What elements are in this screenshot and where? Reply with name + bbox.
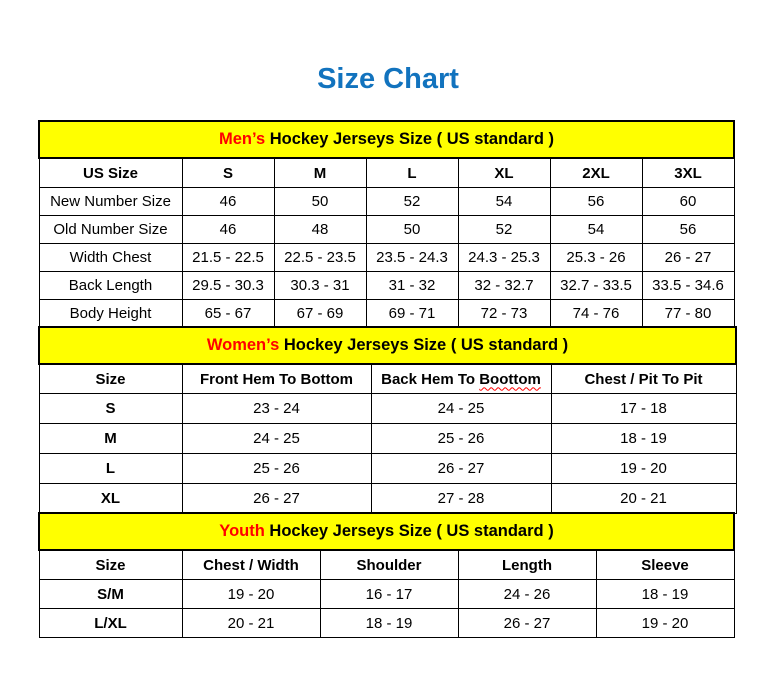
table-cell: 26 - 27	[371, 454, 551, 484]
table-cell: 65 - 67	[182, 300, 274, 328]
row-label: S/M	[39, 580, 182, 609]
row-label: XL	[39, 484, 182, 514]
womens-banner-row	[39, 327, 736, 364]
row-label: Body Height	[39, 300, 182, 328]
table-cell: 54	[458, 188, 550, 216]
table-cell: 56	[550, 188, 642, 216]
table-row-new-number-size	[39, 188, 734, 216]
mens-size-table	[38, 120, 735, 328]
column-header-2xl: 2XL	[550, 158, 642, 188]
table-cell: 17 - 18	[551, 394, 736, 424]
column-header-xl: XL	[458, 158, 550, 188]
row-label: Width Chest	[39, 244, 182, 272]
table-row-womens-m	[39, 424, 736, 454]
back-hem-label-prefix: Back Hem To	[381, 370, 480, 388]
table-cell: 54	[550, 216, 642, 244]
column-header-back-hem	[371, 364, 551, 394]
row-label: New Number Size	[39, 188, 182, 216]
table-cell: 67 - 69	[274, 300, 366, 328]
table-cell: 18 - 19	[596, 580, 734, 609]
column-header-sleeve: Sleeve	[596, 550, 734, 580]
table-cell: 32 - 32.7	[458, 272, 550, 300]
mens-banner-text: Hockey Jerseys Size ( US standard )	[265, 130, 555, 148]
womens-banner-text: Hockey Jerseys Size ( US standard )	[279, 336, 569, 354]
mens-banner	[39, 121, 734, 158]
table-cell: 60	[642, 188, 734, 216]
table-cell: 20 - 21	[182, 609, 320, 638]
table-cell: 20 - 21	[551, 484, 736, 514]
table-cell: 23 - 24	[182, 394, 371, 424]
youth-header-row	[39, 550, 734, 580]
column-header-3xl: 3XL	[642, 158, 734, 188]
column-header-s: S	[182, 158, 274, 188]
womens-size-table	[38, 326, 737, 514]
column-header-l: L	[366, 158, 458, 188]
column-header-chest-pit: Chest / Pit To Pit	[551, 364, 736, 394]
column-header-m: M	[274, 158, 366, 188]
table-cell: 46	[182, 216, 274, 244]
row-label: L/XL	[39, 609, 182, 638]
table-cell: 19 - 20	[182, 580, 320, 609]
womens-banner-accent: Women’s	[206, 336, 280, 354]
table-row-youth-sm	[39, 580, 734, 609]
column-header-size: Size	[39, 550, 182, 580]
table-cell: 26 - 27	[458, 609, 596, 638]
table-cell: 31 - 32	[366, 272, 458, 300]
womens-header-row	[39, 364, 736, 394]
youth-size-table	[38, 512, 735, 638]
table-cell: 74 - 76	[550, 300, 642, 328]
youth-banner-text: Hockey Jerseys Size ( US standard )	[264, 522, 554, 540]
table-cell: 18 - 19	[551, 424, 736, 454]
table-cell: 77 - 80	[642, 300, 734, 328]
table-cell: 29.5 - 30.3	[182, 272, 274, 300]
table-cell: 26 - 27	[642, 244, 734, 272]
table-row-womens-s	[39, 394, 736, 424]
table-cell: 24 - 26	[458, 580, 596, 609]
table-cell: 27 - 28	[371, 484, 551, 514]
table-cell: 24.3 - 25.3	[458, 244, 550, 272]
table-row-width-chest	[39, 244, 734, 272]
table-cell: 25 - 26	[182, 454, 371, 484]
table-cell: 25 - 26	[371, 424, 551, 454]
youth-banner	[39, 513, 734, 550]
table-cell: 24 - 25	[182, 424, 371, 454]
table-row-womens-xl	[39, 484, 736, 514]
table-cell: 69 - 71	[366, 300, 458, 328]
table-cell: 50	[274, 188, 366, 216]
table-cell: 52	[458, 216, 550, 244]
column-header-chest-width: Chest / Width	[182, 550, 320, 580]
table-cell: 46	[182, 188, 274, 216]
table-cell: 18 - 19	[320, 609, 458, 638]
table-cell: 72 - 73	[458, 300, 550, 328]
youth-banner-row	[39, 513, 734, 550]
table-cell: 26 - 27	[182, 484, 371, 514]
table-row-old-number-size	[39, 216, 734, 244]
table-row-womens-l	[39, 454, 736, 484]
column-header-front-hem: Front Hem To Bottom	[182, 364, 371, 394]
row-label: M	[39, 424, 182, 454]
table-cell: 16 - 17	[320, 580, 458, 609]
table-cell: 25.3 - 26	[550, 244, 642, 272]
table-cell: 48	[274, 216, 366, 244]
size-chart-tables	[38, 120, 735, 638]
column-header-length: Length	[458, 550, 596, 580]
row-label: L	[39, 454, 182, 484]
mens-banner-row	[39, 121, 734, 158]
table-cell: 23.5 - 24.3	[366, 244, 458, 272]
mens-header-row	[39, 158, 734, 188]
row-label: Back Length	[39, 272, 182, 300]
mens-banner-accent: Men’s	[218, 130, 266, 148]
column-header-shoulder: Shoulder	[320, 550, 458, 580]
table-cell: 52	[366, 188, 458, 216]
table-row-youth-lxl	[39, 609, 734, 638]
table-cell: 21.5 - 22.5	[182, 244, 274, 272]
column-header-size: Size	[39, 364, 182, 394]
youth-banner-accent: Youth	[219, 522, 265, 540]
table-cell: 22.5 - 23.5	[274, 244, 366, 272]
table-cell: 19 - 20	[551, 454, 736, 484]
page-title: Size Chart	[317, 63, 459, 95]
row-label: S	[39, 394, 182, 424]
womens-banner	[39, 327, 736, 364]
table-cell: 24 - 25	[371, 394, 551, 424]
table-row-body-height	[39, 300, 734, 328]
row-label: Old Number Size	[39, 216, 182, 244]
table-row-back-length	[39, 272, 734, 300]
table-cell: 19 - 20	[596, 609, 734, 638]
table-cell: 33.5 - 34.6	[642, 272, 734, 300]
table-cell: 50	[366, 216, 458, 244]
table-cell: 32.7 - 33.5	[550, 272, 642, 300]
column-header-us-size: US Size	[39, 158, 182, 188]
table-cell: 30.3 - 31	[274, 272, 366, 300]
table-cell: 56	[642, 216, 734, 244]
back-hem-label-misspelled: Boottom	[479, 370, 541, 388]
